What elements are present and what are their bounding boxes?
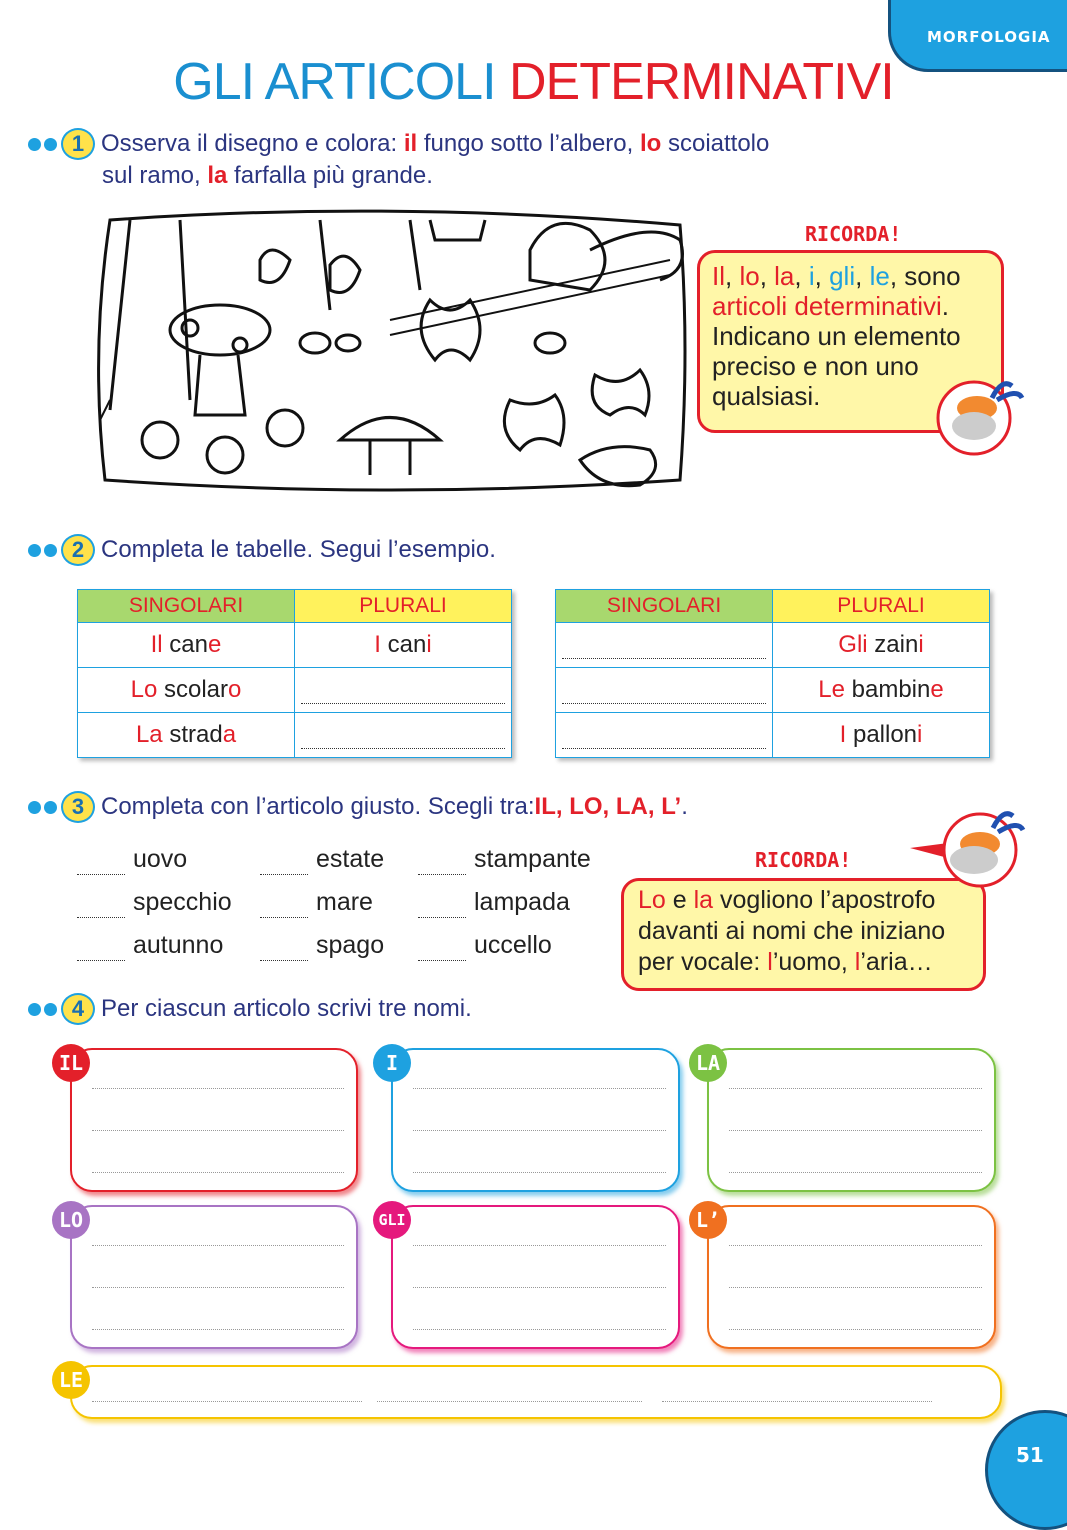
- cell: I palloni: [773, 713, 990, 758]
- word-item: autunno: [77, 931, 223, 961]
- article-badge: GLI: [373, 1201, 411, 1239]
- word-item: stampante: [418, 845, 591, 875]
- mascot-icon: [932, 378, 1028, 456]
- table-2: SINGOLARI PLURALI Gli zaini Le bambine I palloni: [555, 589, 990, 758]
- exercise-1-instruction: 1 Osserva il disegno e colora: il fungo sotto l’albero, lo scoiattolo: [28, 128, 769, 160]
- answer-blank[interactable]: [295, 713, 512, 758]
- word-item: uccello: [418, 931, 552, 961]
- bullet-dots-icon: [28, 1003, 57, 1016]
- article-blank[interactable]: [77, 845, 125, 875]
- page-number: 51: [985, 1410, 1067, 1530]
- answer-blank[interactable]: [295, 668, 512, 713]
- bullet-dots-icon: [28, 801, 57, 814]
- answer-box-0[interactable]: [70, 1048, 358, 1192]
- answer-box-2[interactable]: [707, 1048, 996, 1192]
- forest-coloring-illustration[interactable]: [90, 200, 692, 502]
- article-blank[interactable]: [260, 845, 308, 875]
- table-1: SINGOLARI PLURALI Il cane I cani Lo scolaro La strada: [77, 589, 512, 758]
- exercise-number: 1: [61, 128, 95, 160]
- article-badge: I: [373, 1044, 411, 1082]
- article-badge: LO: [52, 1201, 90, 1239]
- cell: Le bambine: [773, 668, 990, 713]
- article-badge: LE: [52, 1361, 90, 1399]
- article-blank[interactable]: [77, 931, 125, 961]
- answer-box-6[interactable]: [70, 1365, 1002, 1419]
- ricorda-box-apostrofo: Lo e la vogliono l’apostrofo davanti ai nomi che iniziano per vocale: l’uomo, l’aria…: [621, 878, 986, 991]
- ricorda-box-articoli: Il, lo, la, i, gli, le, sono articoli determinativi. Indicano un elemento preciso e non uno qualsiasi.: [697, 250, 1004, 433]
- article-blank[interactable]: [418, 931, 466, 961]
- cell: Lo scolaro: [78, 668, 295, 713]
- exercise-3-instruction: 3 Completa con l’articolo giusto. Scegli tra: IL, LO, LA, L’ .: [28, 791, 688, 823]
- article-badge: L’: [689, 1201, 727, 1239]
- cell: Gli zaini: [773, 623, 990, 668]
- section-tab: MORFOLOGIA: [888, 0, 1067, 72]
- exercise-1-instruction-line2: sul ramo, la farfalla più grande.: [102, 162, 433, 189]
- word-item: mare: [260, 888, 373, 918]
- answer-blank[interactable]: [556, 623, 773, 668]
- answer-box-5[interactable]: [707, 1205, 996, 1349]
- exercise-2-instruction: 2 Completa le tabelle. Segui l’esempio.: [28, 534, 496, 566]
- answer-box-4[interactable]: [391, 1205, 680, 1349]
- cell: I cani: [295, 623, 512, 668]
- article-blank[interactable]: [260, 931, 308, 961]
- article-badge: IL: [52, 1044, 90, 1082]
- answer-box-3[interactable]: [70, 1205, 358, 1349]
- cell: Il cane: [78, 623, 295, 668]
- article-blank[interactable]: [77, 888, 125, 918]
- article-blank[interactable]: [418, 888, 466, 918]
- bullet-dots-icon: [28, 138, 57, 151]
- page-title: GLI ARTICOLI DETERMINATIVI: [173, 53, 894, 111]
- word-item: spago: [260, 931, 384, 961]
- article-blank[interactable]: [418, 845, 466, 875]
- ricorda-label: RICORDA!: [755, 848, 852, 872]
- exercise-4-instruction: 4 Per ciascun articolo scrivi tre nomi.: [28, 993, 472, 1025]
- word-item: uovo: [77, 845, 187, 875]
- mascot-icon: [908, 808, 1028, 890]
- ricorda-label: RICORDA!: [805, 222, 902, 246]
- word-item: specchio: [77, 888, 232, 918]
- article-blank[interactable]: [260, 888, 308, 918]
- article-badge: LA: [689, 1044, 727, 1082]
- bullet-dots-icon: [28, 544, 57, 557]
- word-item: estate: [260, 845, 384, 875]
- cell: La strada: [78, 713, 295, 758]
- answer-blank[interactable]: [556, 713, 773, 758]
- word-item: lampada: [418, 888, 570, 918]
- answer-blank[interactable]: [556, 668, 773, 713]
- answer-box-1[interactable]: [391, 1048, 680, 1192]
